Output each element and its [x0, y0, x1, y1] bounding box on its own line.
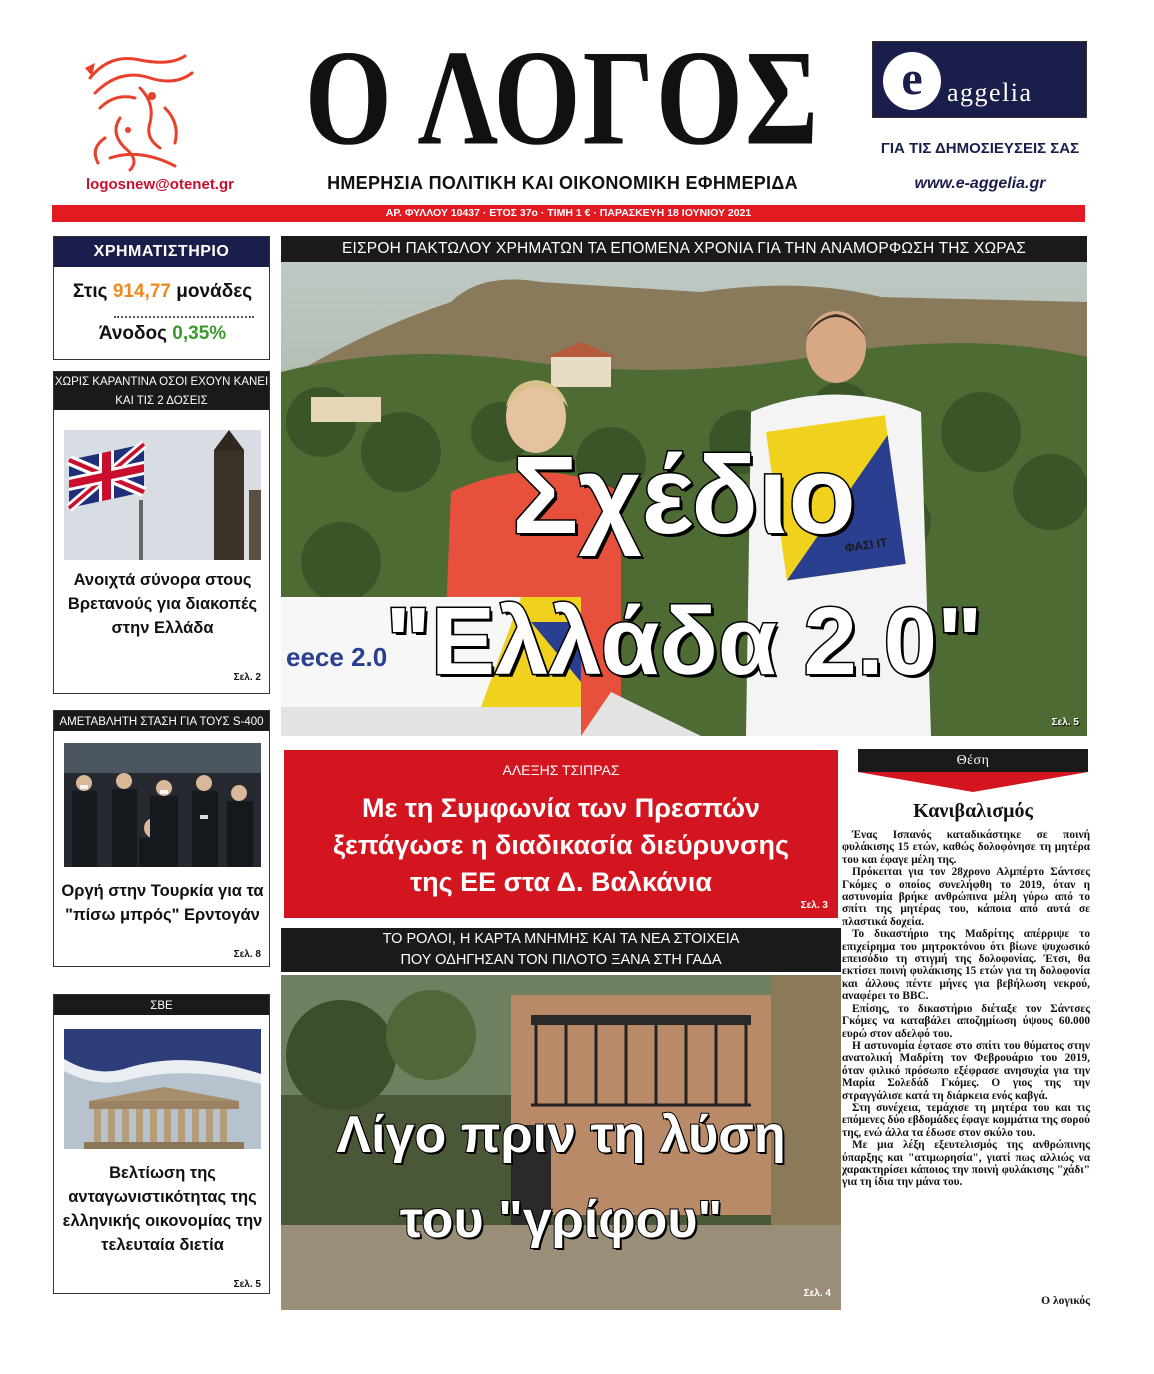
left-story-sve[interactable] [53, 994, 270, 1294]
summit-photo [64, 743, 261, 867]
left-story-header: ΑΜΕΤΑΒΛΗΤΗ ΣΤΑΣΗ ΓΙΑ ΤΟΥΣ S-400 [54, 711, 269, 731]
pilot-headline-line1: Λίγο πριν τη λύση [336, 1106, 786, 1164]
hero-headline-line2: "Ελλάδα 2.0" [385, 588, 983, 695]
left-story-page-ref: Σελ. 8 [233, 949, 261, 960]
stock-divider [114, 316, 254, 318]
contact-email[interactable]: logosnew@otenet.gr [86, 176, 234, 193]
editorial-paragraph: Επίσης, το δικαστήριο διέταξε τον Σάντσες Γκόμες να καταβάλει αποζημίωση ύψους 60.000 ευρώ στον αδελφό του. [842, 1002, 1090, 1040]
editorial-paragraph: Το δικαστήριο της Μαδρίτης απέρριψε το επιχείρημα του μητροκτόνου ότι βίωνε ψυχωσικό επεισόδιο τη στιγμή της δολοφονίας. Έτσι, θα εκτίσει ποινή φυλάκισης 15 ετών για τη δολοφονία και άλλους πέντε μήνες για βεβήλωση νεκρού, αναφέρει το BBC. [842, 928, 1090, 1003]
editorial-paragraph: Η αστυνομία έφτασε στο σπίτι του θύματος στην ανατολική Μαδρίτη τον Φεβρουάριο του 2019, όταν φιλικό πρόσωπο εξέφρασε ανησυχία για την Μαρία Σολεδάδ Γκόμες. Ο γιος της την στραγγάλισε κατά τη διάρκεια ενός καβγά. [842, 1039, 1090, 1102]
editorial-paragraph: Με μια λέξη εξευτελισμός της ανθρώπινης ύπαρξης και "ατιμωρησία", γιατί πως αλλιώς να χαρακτηρίσει κάποιος την ποινή φυλάκισης "χάδι" για τη ίδια την μάνα του. [842, 1139, 1090, 1189]
pilot-header-line2: ΠΟΥ ΟΔΗΓΗΣΑΝ ΤΟΝ ΠΙΛΟΤΟ ΞΑΝΑ ΣΤΗ ΓΑΔΑ [400, 952, 722, 968]
hero-header: ΕΙΣΡΟΗ ΠΑΚΤΩΛΟΥ ΧΡΗΜΑΤΩΝ ΤΑ ΕΠΟΜΕΝΑ ΧΡΟΝΙΑ ΓΙΑ ΤΗΝ ΑΝΑΜΟΡΦΩΣΗ ΤΗΣ ΧΩΡΑΣ [281, 236, 1087, 262]
editorial-paragraph: Στη συνέχεια, τεμάχισε τη μητέρα του και τις επόμενες δύο εβδομάδες έφαγε κομμάτια της σορού της, ενώ άλλα τα έδωσε στον σκύλο του. [842, 1101, 1090, 1139]
left-story-header: ΣΒΕ [54, 995, 269, 1015]
tsipras-headline-line3: της ΕΕ στα Δ. Βαλκάνια [410, 867, 712, 897]
editorial-label: Θέση [858, 749, 1088, 772]
stock-index-suffix: μονάδες [176, 281, 253, 302]
tsipras-headline-line2: ξεπάγωσε η διαδικασία διεύρυνσης [333, 830, 789, 860]
stock-market-box [53, 236, 270, 360]
stock-change-prefix: Άνοδος [98, 323, 168, 344]
editorial-body [842, 829, 1090, 1189]
eaggelia-ad-logo[interactable] [872, 41, 1087, 118]
pilot-story-header [281, 928, 841, 972]
left-story-uk[interactable] [53, 371, 270, 694]
stock-index-prefix: Στις [72, 281, 108, 302]
issue-info-bar: ΑΡ. ΦΥΛΛΟΥ 10437 · ΕΤΟΣ 37ο · ΤΙΜΗ 1 € · ΠΑΡΑΣΚΕΥΗ 18 ΙΟΥΝΙΟΥ 2021 [52, 205, 1085, 222]
tsipras-headline-line1: Με τη Συμφωνία των Πρεσπών [362, 793, 760, 823]
newspaper-logo-art [80, 48, 200, 173]
left-story-headline: Ανοιχτά σύνορα στους Βρετανούς για διακοπές στην Ελλάδα [67, 571, 258, 637]
editorial-paragraph: Ένας Ισπανός καταδικάστηκε σε ποινή φυλάκισης 15 ετών, καθώς δολοφόνησε τη μητέρα του και έφαγε μέλη της. [842, 829, 1090, 866]
parthenon-photo [64, 1029, 261, 1149]
eaggelia-word: aggelia [947, 78, 1033, 107]
left-story-page-ref: Σελ. 5 [233, 1279, 261, 1290]
hero-headline-line1: Σχέδιο [512, 434, 856, 557]
eaggelia-url[interactable]: www.e-aggelia.gr [914, 175, 1046, 192]
pilot-story[interactable] [281, 975, 841, 1310]
left-story-headline: Οργή στην Τουρκία για τα "πίσω μπρός" Ερντογάν [61, 882, 264, 924]
pilot-headline-line2: του "γρίφου" [399, 1191, 723, 1249]
hero-banner-text: eece 2.0 [286, 642, 388, 672]
eaggelia-tagline: ΓΙΑ ΤΙΣ ΔΗΜΟΣΙΕΥΣΕΙΣ ΣΑΣ [880, 140, 1080, 157]
stock-change-line [54, 323, 270, 345]
newspaper-title: Ο ΛΟΓΟΣ [304, 22, 821, 174]
stock-market-header: ΧΡΗΜΑΤΙΣΤΗΡΙΟ [54, 237, 269, 267]
pilot-header-line1: ΤΟ ΡΟΛΟΙ, Η ΚΑΡΤΑ ΜΝΗΜΗΣ ΚΑΙ ΤΑ ΝΕΑ ΣΤΟΙΧΕΙΑ [382, 931, 740, 947]
left-story-headline: Βελτίωση της ανταγωνιστικότητας της ελληνικής οικονομίας την τελευταία διετία [62, 1164, 263, 1254]
stock-index-line [54, 281, 270, 303]
tsipras-page-ref: Σελ. 3 [800, 900, 828, 911]
left-story-turkey[interactable] [53, 710, 270, 967]
tsipras-headline [284, 790, 838, 901]
left-story-header: ΧΩΡΙΣ ΚΑΡΑΝΤΙΝΑ ΟΣΟΙ ΕΧΟΥΝ ΚΑΝΕΙ ΚΑΙ ΤΙΣ 2 ΔΟΣΕΙΣ [54, 372, 269, 410]
editorial-label-ribbon [858, 772, 1088, 792]
tsipras-story[interactable] [284, 750, 838, 918]
pilot-page-ref: Σελ. 4 [803, 1288, 831, 1299]
stock-change-value: 0,35% [172, 323, 227, 344]
stock-index-value: 914,77 [112, 281, 171, 302]
hero-page-ref: Σελ. 5 [1051, 717, 1079, 728]
editorial-title[interactable]: Κανιβαλισμός [913, 800, 1033, 822]
editorial-paragraph: Πρόκειται για τον 28χρονο Αλμπέρτο Σάντσες Γκόμες ο οποίος συνελήφθη το 2019, όταν η αστυνομία βρήκε ανθρώπινα μέλη γύρω από το σπίτι της μητέρας του, κάποια από αυτά σε πλαστικά δοχεία. [842, 866, 1090, 928]
svg-text:ΦΑΣΙ ΙΤ: ΦΑΣΙ ΙΤ [843, 535, 889, 556]
left-story-page-ref: Σελ. 2 [233, 672, 261, 683]
eaggelia-e-icon: e [883, 52, 941, 110]
editorial-signature: Ο λογικός [1041, 1295, 1090, 1307]
hero-story[interactable] [281, 262, 1087, 736]
tsipras-kicker: ΑΛΕΞΗΣ ΤΣΙΠΡΑΣ [502, 762, 620, 778]
newspaper-subtitle: ΗΜΕΡΗΣΙΑ ΠΟΛΙΤΙΚΗ ΚΑΙ ΟΙΚΟΝΟΜΙΚΗ ΕΦΗΜΕΡΙΔΑ [327, 173, 798, 193]
uk-flag-photo [64, 430, 261, 560]
